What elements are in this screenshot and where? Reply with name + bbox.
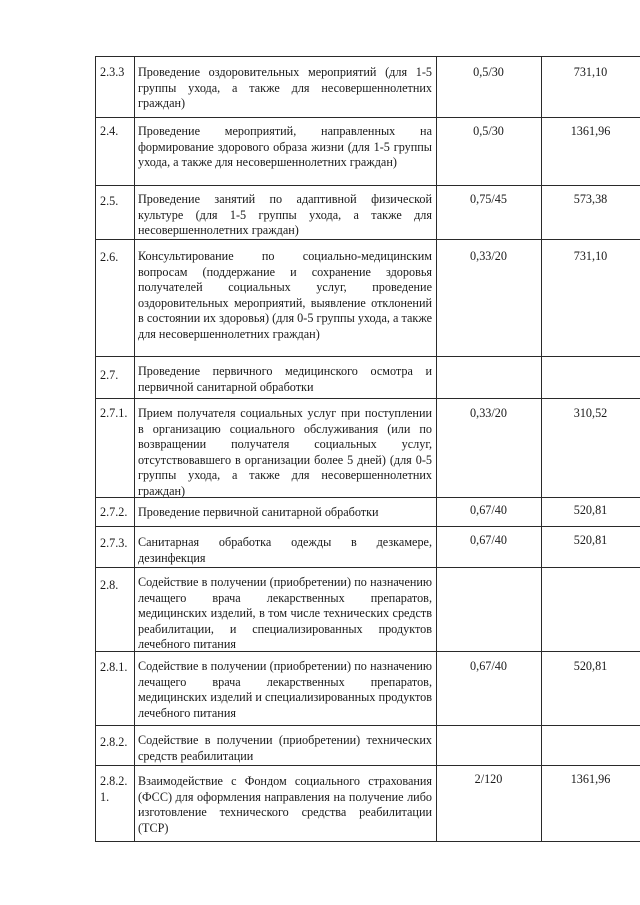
service-description: Проведение первичной санитарной обработки [138,505,379,519]
row-number: 2.7.3. [100,536,128,550]
tariff-price: 573,38 [573,192,608,206]
row-border [95,239,640,240]
row-number: 2.7.2. [100,505,128,519]
time-norm: 0,67/40 [470,533,507,547]
tariff-price: 1361,96 [570,124,611,138]
tariff-price: 1361,96 [570,772,611,786]
row-number-line: 1. [100,789,110,804]
row-border [95,117,640,118]
tariff-price: 520,81 [573,659,608,673]
row-border [95,56,640,57]
row-number: 2.8.2. [100,735,128,749]
row-number: 2.6. [100,250,119,264]
row-border [95,567,640,568]
row-number-line: 2.8.2. [100,774,128,788]
row-number: 2.3.3 [100,65,125,79]
row-number: 2.5. [100,194,119,208]
service-description: Взаимодействие с Фондом социального страхования (ФСС) для оформления направления на получение либо изготовление технического средства реабилитации (ТСР) [138,774,432,835]
row-border [95,841,640,842]
time-norm: 0,5/30 [473,65,504,79]
tariff-price: 310,52 [573,406,608,420]
time-norm: 0,75/45 [470,192,507,206]
service-description: Содействие в получении (приобретении) по назначению лечащего врача лекарственных препаратов, медицинских изделий и специализированных продуктов лечебного питания [138,659,432,720]
row-border [95,356,640,357]
service-description: Санитарная обработка одежды в дезкамере, дезинфекция [138,535,432,565]
time-norm: 0,5/30 [473,124,504,138]
row-border [95,725,640,726]
time-norm: 0,67/40 [470,659,507,673]
row-number: 2.7. [100,368,119,382]
tariff-price: 731,10 [573,249,608,263]
row-border [95,398,640,399]
service-description: Консультирование по социально-медицинским вопросам (поддержание и сохранение здоровья получателей социальных услуг, проведение оздоровительных мероприятий, выявление отклонений в состоянии их здоровья) (для 0-5 группы ухода, а также для несовершеннолетних граждан) [138,249,432,341]
row-number: 2.7.1. [100,406,128,420]
row-border [95,185,640,186]
row-number: 2.8.1. [100,660,128,674]
service-description: Содействие в получении (приобретении) по назначению лечащего врача лекарственных препаратов, медицинских изделий, в том числе технических средств реабилитации, и специализированных продуктов лечебного питания [138,575,432,652]
tariff-price: 520,81 [573,533,608,547]
service-description: Проведение первичного медицинского осмотра и первичной санитарной обработки [138,364,432,394]
time-norm: 2/120 [474,772,503,786]
service-description: Проведение занятий по адаптивной физической культуре (для 1-5 группы ухода, а также для несовершеннолетних граждан) [138,192,432,238]
service-description: Проведение мероприятий, направленных на формирование здорового образа жизни (для 1-5 группы ухода, а также для несовершеннолетних граждан) [138,124,432,170]
row-border [95,526,640,527]
service-description: Содействие в получении (приобретении) технических средств реабилитации [138,733,432,763]
time-norm: 0,33/20 [470,406,507,420]
row-number: 2.8. [100,578,119,592]
tariff-price: 520,81 [573,503,608,517]
row-border [95,765,640,766]
time-norm: 0,33/20 [470,249,507,263]
service-description: Проведение оздоровительных мероприятий (для 1-5 группы ухода, а также для несовершеннолетних граждан) [138,65,432,111]
time-norm: 0,67/40 [470,503,507,517]
tariff-price: 731,10 [573,65,608,79]
row-number [95,774,134,805]
row-number: 2.4. [100,124,119,138]
service-description: Прием получателя социальных услуг при поступлении в организацию социального обслуживания (или по возвращении получателя социальных услуг, отсутствовавшего в организации более 5 дней) (для 0-5 группы ухода, а также для несовершеннолетних граждан) [138,406,432,498]
